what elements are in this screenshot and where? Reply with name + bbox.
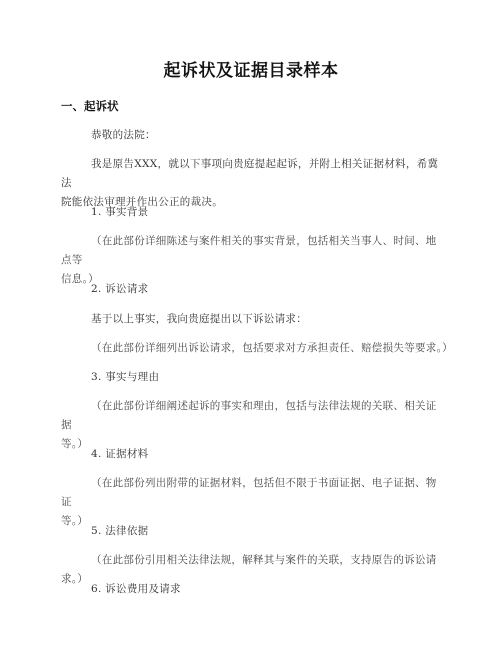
intro-paragraph: 我是原告XXX，就以下事项向贵庭提起起诉，并附上相关证据材料，希冀法 院能依法审理并作出公正的裁决。 xyxy=(61,158,439,208)
item-body-legal-basis: （在此部份引用相关法律法规，解释其与案件的关联，支持原告的诉讼请求。） xyxy=(61,554,437,585)
item-heading-legal-basis: 5. 法律依据 xyxy=(91,525,149,537)
section-heading-complaint: 一、起诉状 xyxy=(61,99,119,113)
item-body-reasons: （在此部份详细阐述起诉的事实和理由，包括与法律法规的关联、相关证据 等。） xyxy=(61,400,437,450)
item-body-claims-detail: （在此部份详细列出诉讼请求，包括要求对方承担责任、赔偿损失等要求。） xyxy=(91,342,453,354)
item-heading-claims: 2. 诉讼请求 xyxy=(91,283,149,295)
salutation: 恭敬的法院： xyxy=(91,129,156,141)
item-body-claims: 基于以上事实，我向贵庭提出以下诉讼请求： xyxy=(91,313,307,325)
item-heading-evidence: 4. 证据材料 xyxy=(91,448,149,460)
item-heading-facts: 1. 事实背景 xyxy=(91,206,149,218)
item-body-evidence: （在此部份列出附带的证据材料，包括但不限于书面证据、电子证据、物证 等。） xyxy=(61,477,437,527)
item-heading-reasons: 3. 事实与理由 xyxy=(91,371,160,383)
page-title: 起诉状及证据目录样本 xyxy=(163,61,339,81)
item-body-facts: （在此部份详细陈述与案件相关的事实背景，包括相关当事人、时间、地点等 信息。） xyxy=(61,235,437,285)
item-heading-costs: 6. 诉讼费用及请求 xyxy=(91,583,181,595)
